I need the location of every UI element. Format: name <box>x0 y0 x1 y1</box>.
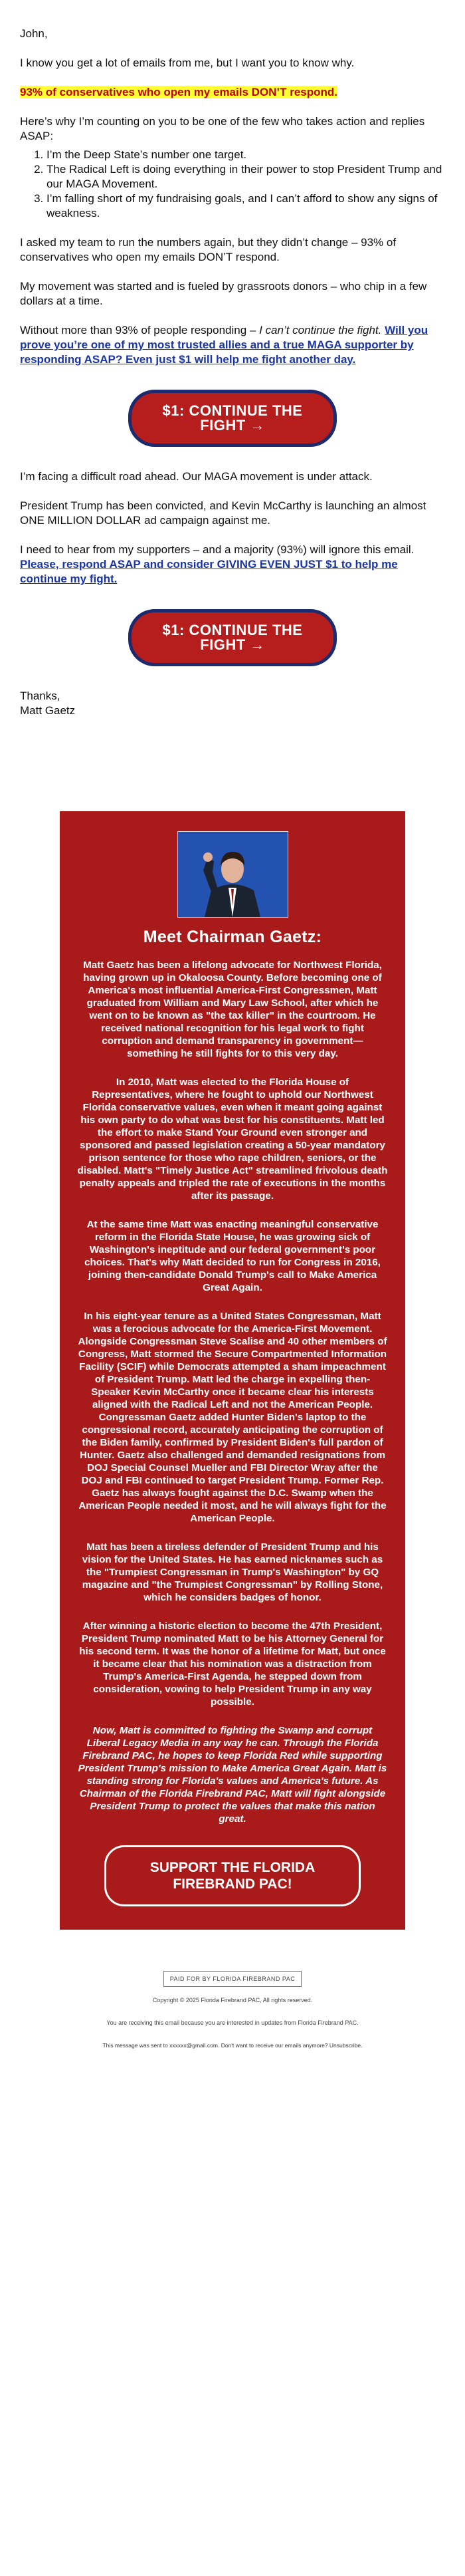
without-paragraph <box>20 323 445 367</box>
without-text: Without more than 93% of people responding – <box>20 324 256 336</box>
road-text: I’m facing a difficult road ahead. Our MAGA movement is under attack. <box>20 470 373 483</box>
movement-text: My movement was started and is fueled by grassroots donors – who chip in a few dollars at a time. <box>20 280 427 307</box>
without-italic: I can’t continue the fight. <box>259 324 382 336</box>
bio-title: Meet Chairman Gaetz: <box>143 928 322 946</box>
bio-paragraph: Matt Gaetz has been a lifelong advocate for Northwest Florida, having grown up in Okaloosa County. Before becoming one of America's most influential America-First Congressmen, Matt graduated from William and Mary Law School, after which he went on to be known as "the tax killer" in the courtroom. He received national recognition for his legal work to fight corruption and demand transparency in government—something he still fights for to this very day. <box>83 960 382 1059</box>
bio-section <box>60 811 405 1930</box>
cta-wrapper-2 <box>20 609 445 666</box>
intro-text: I know you get a lot of emails from me, but I want you to know why. <box>20 57 355 69</box>
bio-closing: Now, Matt is committed to fighting the Swamp and corrupt Liberal Legacy Media in any way he can. Through the Florida Firebrand PAC, he hopes to keep Florida Red while supporting President Trump's mission to Make America Great Again. Matt is standing strong for Florida's values and America's future. As Chairman of the Florida Firebrand PAC, Matt will fight alongside President Trump to protect the values that make this nation great. <box>78 1725 387 1825</box>
need-text: I need to hear from my supporters – and a majority (93%) will ignore this email. <box>20 543 415 556</box>
highlight-paragraph <box>20 85 445 100</box>
unsubscribe-text[interactable]: This message was sent to xxxxxx@gmail.com. Don't want to receive our emails anymore? Unsubscribe. <box>102 2042 363 2049</box>
highlight-text: 93% of conservatives who open my emails DON’T respond. <box>20 86 338 98</box>
bio-paragraph: In 2010, Matt was elected to the Florida House of Representatives, where he fought to uphold our Northwest Florida conservative values, even when it meant going against his own party to do what was best for his constituents. Matt led the effort to make Stand Your Ground even stronger and sponsored and passed legislation creating a 50-year mandatory prison sentence for those who rape children, seniors, or the disabled. Matt's "Timely Justice Act" streamlined frivolous death penalty appeals and tripled the rate of executions in the months after its passage. <box>77 1077 388 1202</box>
bio-paragraph: Matt has been a tireless defender of President Trump and his vision for the United States. He has earned nicknames such as the "Trumpiest Congressman in Trump's Washington" by GQ magazine and "the Trumpiest Congressman" by Rolling Stone, which he considers badges of honor. <box>82 1541 383 1603</box>
continue-fight-button[interactable]: $1: CONTINUE THE FIGHT → <box>128 390 337 447</box>
cta-wrapper-1 <box>20 390 445 447</box>
continue-fight-button-2[interactable]: $1: CONTINUE THE FIGHT → <box>128 609 337 666</box>
bio-paragraph: In his eight-year tenure as a United States Congressman, Matt was a ferocious advocate for the America-First Movement. Alongside Congressman Steve Scalise and 40 other members of Congress, Matt stormed the Secure Compartmented Information Facility (SCIF) while Democrats attempted a sham impeachment of President Trump. Matt led the charge in expelling then-Speaker Kevin McCarthy once it became clear his interests aligned with the Radical Left and not the American People. Congressman Gaetz added Hunter Biden's laptop to the congressional record, accurately anticipating the corruption of the Biden family, confirmed by President Biden's full pardon of Hunter. Gaetz also challenged and demanded resignations from DOJ Special Counsel Mueller and FBI Director Wray after the DOJ and FBI continued to target President Trump. Former Rep. Gaetz has always fought against the D.C. Swamp when the American People needed it most, and he will always fight for the American People. <box>78 1311 387 1524</box>
copyright-text: Copyright © 2025 Florida Firebrand PAC, All rights reserved. <box>152 1997 313 2003</box>
reasons-list <box>20 148 445 221</box>
list-item: 2. The Radical Left is doing everything in their power to stop President Trump and our MAGA Movement. <box>46 162 445 192</box>
bio-paragraph: After winning a historic election to become the 47th President, President Trump nominated Matt to be his Attorney General for his second term. It was the honor of a lifetime for Matt, but once it became clear that his nomination was a distraction from Trump's America-First Agenda, he stepped down from consideration, vowing to help President Trump in any way possible. <box>79 1620 386 1708</box>
email-body <box>20 0 445 2049</box>
chairman-photo <box>177 831 288 918</box>
chairman-photo-image <box>178 832 288 917</box>
counting-text: Here’s why I’m counting on you to be one of the few who takes action and replies ASAP: <box>20 115 425 142</box>
bio-paragraph: At the same time Matt was enacting meaningful conservative reform in the Florida State House, he was growing sick of Washington's ineptitude and our federal government's poor choices. That's why Matt decided to run for Congress in 2016, joining then-candidate Donald Trump's call to Make America Great Again. <box>84 1219 381 1293</box>
list-item: 3. I’m falling short of my fundraising goals, and I can’t afford to show any signs of weakness. <box>46 192 445 221</box>
give-link[interactable]: Please, respond ASAP and consider GIVING EVEN JUST $1 to help me continue my fight. <box>20 558 398 585</box>
paid-for-box: PAID FOR BY FLORIDA FIREBRAND PAC <box>163 1971 302 1987</box>
signoff <box>20 689 445 718</box>
footer <box>20 1971 445 2049</box>
need-paragraph <box>20 543 445 586</box>
signature: Matt Gaetz <box>20 704 76 717</box>
greeting: John, <box>20 27 48 40</box>
list-item: 1. I’m the Deep State’s number one target. <box>46 148 445 162</box>
support-pac-button[interactable]: SUPPORT THE FLORIDA FIREBRAND PAC! <box>104 1845 361 1906</box>
respond-link[interactable]: Will you prove you’re one of my most trusted allies and a true MAGA supporter by responding ASAP? Even just $1 will help me fight another day. <box>20 324 428 366</box>
thanks-text: Thanks, <box>20 690 60 702</box>
trump-text: President Trump has been convicted, and Kevin McCarthy is launching an almost ONE MILLION DOLLAR ad campaign against me. <box>20 499 426 527</box>
numbers-text: I asked my team to run the numbers again, but they didn’t change – 93% of conservatives who open my emails DON’T respond. <box>20 236 397 263</box>
subscription-reason: You are receiving this email because you are interested in updates from Florida Firebrand PAC. <box>106 2019 359 2026</box>
